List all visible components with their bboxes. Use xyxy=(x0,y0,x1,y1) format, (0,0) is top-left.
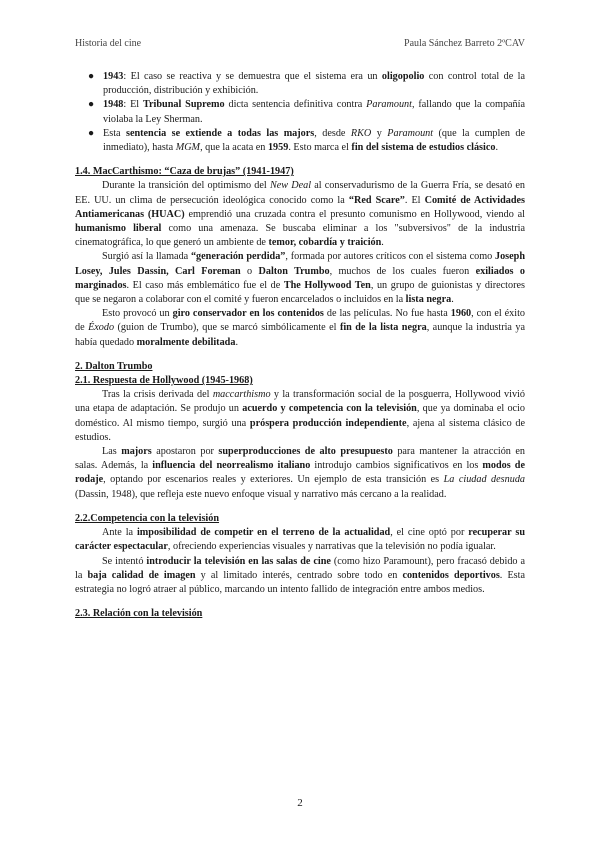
paragraph: Surgió así la llamada “generación perdida”, formada por autores críticos con el sistema como Joseph Losey, Jules Dassin, Carl Foreman o Dalton Trumbo, muchos de los cuales fueron exiliados o marginados. El caso más emblemático fue el de The Hollywood Ten, un grupo de guionistas y directores que se negaron a colaborar con el comité y fueron encarcelados o incluidos en la lista negra. xyxy=(75,251,525,306)
bullet-list xyxy=(75,70,525,155)
page-number: 2 xyxy=(297,797,303,809)
document-body xyxy=(75,70,525,621)
section-heading-2-3: 2.3. Relación con la televisión xyxy=(75,608,203,620)
list-item: ● 1948: El Tribunal Supremo dicta sentencia definitiva contra Paramount, fallando que la compañía violaba la Ley Sherman. xyxy=(88,99,526,125)
paragraph: Las majors apostaron por superproducciones de alto presupuesto para mantener la atracción en salas. Además, la influencia del neorrealismo italiano introdujo cambios significativos en los modos de rodaje, optando por escenarios reales y exteriores. Un ejemplo de esta transición es La ciudad desnuda (Dassin, 1948), que refleja este nuevo enfoque visual y narrativo más cercano a la realidad. xyxy=(75,446,526,500)
section-heading-2-2: 2.2.Competencia con la televisión xyxy=(75,512,220,524)
bullet-icon: ● xyxy=(88,71,95,82)
header-course: Historia del cine xyxy=(75,38,142,49)
paragraph: Tras la crisis derivada del maccarthismo y la transformación social de la posguerra, Hollywood vivió una etapa de adaptación. Se produjo un acuerdo y competencia con la televisión, que ya dominaba el ocio doméstico. Al mismo tiempo, surgió una próspera producción independiente, ajena al sistema clásico de estudios. xyxy=(75,389,525,443)
paragraph: Durante la transición del optimismo del New Deal al conservadurismo de la Guerra Fría, se desató en EE. UU. un clima de persecución ideológica conocido como la “Red Scare”. El Comité de Actividades Antiamericanas (HUAC) emprendió una cruzada contra el presunto comunismo en Hollywood, viendo al humanismo liberal como una amenaza. Se buscaba eliminar a los "subversivos" de la industria cinematográfica, lo que generó un ambiente de temor, cobardía y traición. xyxy=(75,180,525,249)
section-heading-2-1: 2.1. Respuesta de Hollywood (1945-1968) xyxy=(75,375,253,387)
section-heading-2: 2. Dalton Trumbo xyxy=(75,360,153,372)
list-item: ● Esta sentencia se extiende a todas las majors, desde RKO y Paramount (que la cumplen de inmediato), hasta MGM, que la acata en 1959. Esto marca el fin del sistema de estudios clásico. xyxy=(88,127,526,154)
header-author: Paula Sánchez Barreto 2ºCAV xyxy=(404,38,525,49)
paragraph: Esto provocó un giro conservador en los contenidos de las películas. No fue hasta 1960, con el éxito de Éxodo (guion de Trumbo), que se marcó simbólicamente el fin de la lista negra, aunque la industria ya había quedado moralmente debilitada. xyxy=(75,308,526,348)
bullet-icon: ● xyxy=(88,127,95,139)
paragraph: Se intentó introducir la televisión en las salas de cine (como hizo Paramount), pero fracasó debido a la baja calidad de imagen y al limitado interés, centrado sobre todo en contenidos deportivos. Esta estrategia no logró atraer al público, marcando un intento fallido de integración entre ambos medios. xyxy=(75,555,526,595)
bullet-icon: ● xyxy=(88,99,95,111)
paragraph: Ante la imposibilidad de competir en el terreno de la actualidad, el cine optó por recuperar su carácter espectacular, ofreciendo experiencias visuales y narrativas que la televisión no podía igualar. xyxy=(75,527,525,553)
page-header xyxy=(75,38,525,52)
section-heading-1-4: 1.4. MacCarthismo: “Caza de brujas” (1941-1947) xyxy=(75,166,294,178)
list-item: ● 1943: El caso se reactiva y se demuestra que el sistema era un oligopolio con control total de la producción, distribución y exhibición. xyxy=(88,71,525,97)
